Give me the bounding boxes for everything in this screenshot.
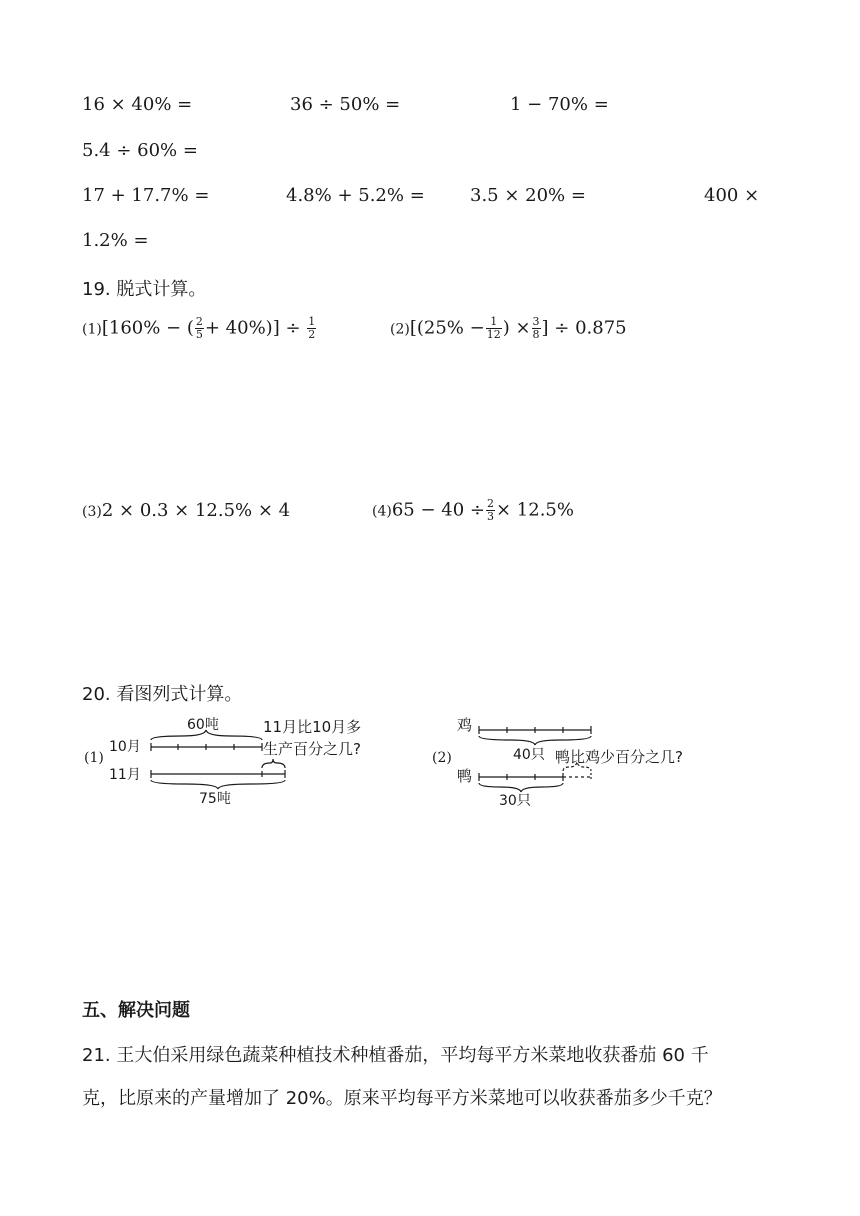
d2-bar-chicken	[479, 726, 591, 745]
q20-diagram1	[105, 710, 405, 805]
q19-problem-4: (4)65 − 40 ÷ $\frac{2}{3}$ × 12.5%	[372, 497, 574, 523]
oral-calc-7: 3.5 × 20% =	[470, 185, 586, 206]
d1-bar-october	[151, 730, 262, 751]
d2-question: 鸭比鸡少百分之几?	[555, 748, 683, 766]
q19-problem-1: (1)[160% − ( $\frac{2}{5}$ + 40%)] ÷ $\frac{1}{2}$	[82, 315, 316, 341]
oral-calc-3: 1 − 70% =	[510, 94, 609, 115]
d2-bottom-label: 30只	[499, 793, 531, 809]
q19-problem-3: (3)2 × 0.3 × 12.5% × 4	[82, 500, 291, 521]
d1-question-line2: 生产百分之几?	[263, 740, 361, 758]
oral-calc-2: 36 ÷ 50% =	[290, 94, 401, 115]
q20-title: 20. 看图列式计算。	[82, 684, 243, 705]
section-5-heading: 五、解决问题	[82, 1000, 190, 1021]
d1-question-line1: 11月比10月多	[263, 718, 362, 736]
q19-problem-2: (2)[(25% − $\frac{1}{12}$ ) × $\frac{3}{8}$ ] ÷ 0.875	[390, 315, 627, 341]
d1-bar-november	[151, 759, 285, 789]
q19-title: 19. 脱式计算。	[82, 279, 207, 300]
d2-bar-duck	[479, 762, 591, 792]
oral-calc-5: 17 + 17.7% =	[82, 185, 210, 206]
d1-bottom-label: 75吨	[199, 791, 231, 805]
oral-calc-8: 400 ×	[704, 185, 760, 206]
d2-row2-label: 鸭	[457, 767, 473, 785]
oral-calc-8-cont: 1.2% =	[82, 230, 149, 251]
oral-calc-6: 4.8% + 5.2% =	[286, 185, 425, 206]
d2-row1-label: 鸡	[457, 716, 473, 734]
d1-row2-label: 11月	[109, 767, 141, 783]
q21-line1: 21. 王大伯采用绿色蔬菜种植技术种植番茄，平均每平方米菜地收获番茄 60 千	[82, 1045, 709, 1066]
q20-diagram2	[455, 710, 745, 810]
q20-diagram2-label: (2)	[432, 750, 452, 766]
d2-mid-label: 40只	[513, 747, 545, 763]
q21-line2: 克，比原来的产量增加了 20%。原来平均每平方米菜地可以收获番茄多少千克？	[82, 1088, 722, 1109]
d1-row1-label: 10月	[109, 739, 141, 755]
oral-calc-4: 5.4 ÷ 60% =	[82, 140, 198, 161]
q20-diagram1-label: (1)	[84, 750, 104, 766]
d1-top-label: 60吨	[187, 717, 219, 733]
oral-calc-1: 16 × 40% =	[82, 94, 193, 115]
